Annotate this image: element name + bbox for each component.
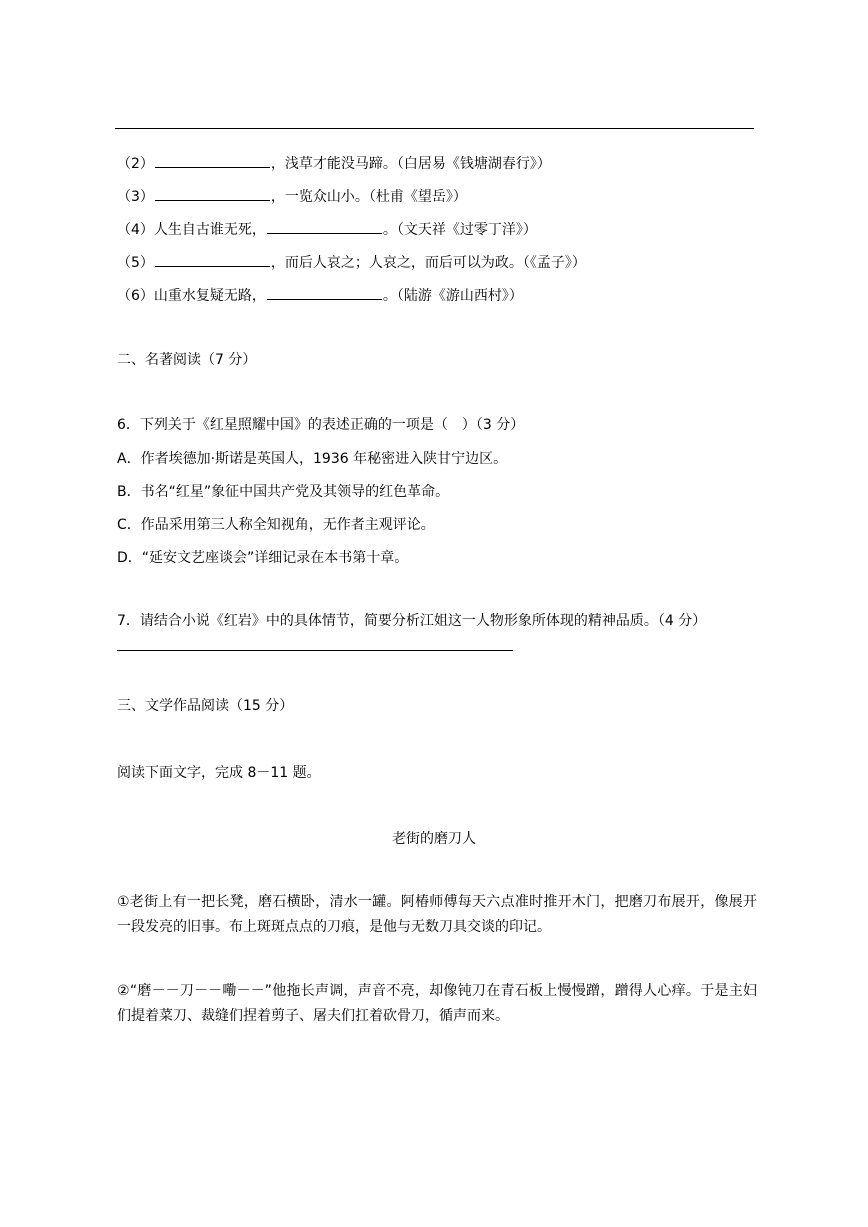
answer-blank[interactable]: [155, 153, 270, 168]
option-c[interactable]: C．作品采用第三人称全知视角，无作者主观评论。: [117, 517, 435, 533]
fill-blank-2: （2） ，浅草才能没马蹄。（白居易《钱塘湖春行》）: [117, 153, 551, 173]
item-number: （5）: [117, 255, 154, 271]
article-title: 老街的磨刀人: [392, 831, 476, 847]
fill-blank-6: （6）山重水复疑无路， 。（陆游《游山西村》）: [117, 285, 523, 305]
answer-blank[interactable]: [155, 252, 270, 267]
fill-blank-4: （4）人生自古谁无死， 。（文天祥《过零丁洋》）: [117, 219, 537, 239]
article-paragraph-1: ①老街上有一把长凳，磨石横卧，清水一罐。阿椿师傅每天六点准时推开木门，把磨刀布展开，像展开一段发亮的旧事。布上斑斑点点的刀痕，是他与无数刀具交谈的印记。: [117, 894, 757, 935]
item-number: （2）: [117, 156, 154, 172]
answer-blank[interactable]: [267, 219, 382, 234]
header-rule: [115, 128, 754, 129]
answer-blank[interactable]: [155, 186, 270, 201]
answer-line[interactable]: [117, 650, 513, 651]
section-2-title: 二、名著阅读（7 分）: [117, 352, 257, 368]
question-6-stem: 6．下列关于《红星照耀中国》的表述正确的一项是（ ）（3 分）: [117, 417, 525, 433]
fill-blank-3: （3） ，一览众山小。（杜甫《望岳》）: [117, 186, 467, 206]
option-d[interactable]: D．“延安文艺座谈会”详细记录在本书第十章。: [117, 550, 409, 566]
question-7-stem: 7．请结合小说《红岩》中的具体情节，简要分析江姐这一人物形象所体现的精神品质。（4 分）: [117, 613, 707, 629]
fill-blank-5: （5） ，而后人哀之；人哀之，而后可以为政。（《孟子》）: [117, 252, 586, 272]
item-number: （3）: [117, 189, 154, 205]
section-3-title: 三、文学作品阅读（15 分）: [117, 698, 294, 714]
option-b[interactable]: B．书名“红星”象征中国共产党及其领导的红色革命。: [117, 484, 450, 500]
item-number: （4）: [117, 222, 154, 238]
article-paragraph-2: ②“磨－－刀－－嘞－－”他拖长声调，声音不亮，却像钝刀在青石板上慢慢蹭，蹭得人心痒。于是主妇们提着菜刀、裁缝们捏着剪子、屠夫们扛着砍骨刀，循声而来。: [117, 983, 757, 1024]
item-number: （6）: [117, 288, 154, 304]
option-a[interactable]: A．作者埃德加·斯诺是英国人，1936 年秘密进入陕甘宁边区。: [117, 451, 508, 467]
answer-blank[interactable]: [267, 285, 382, 300]
reading-instruction: 阅读下面文字，完成 8－11 题。: [117, 765, 321, 781]
